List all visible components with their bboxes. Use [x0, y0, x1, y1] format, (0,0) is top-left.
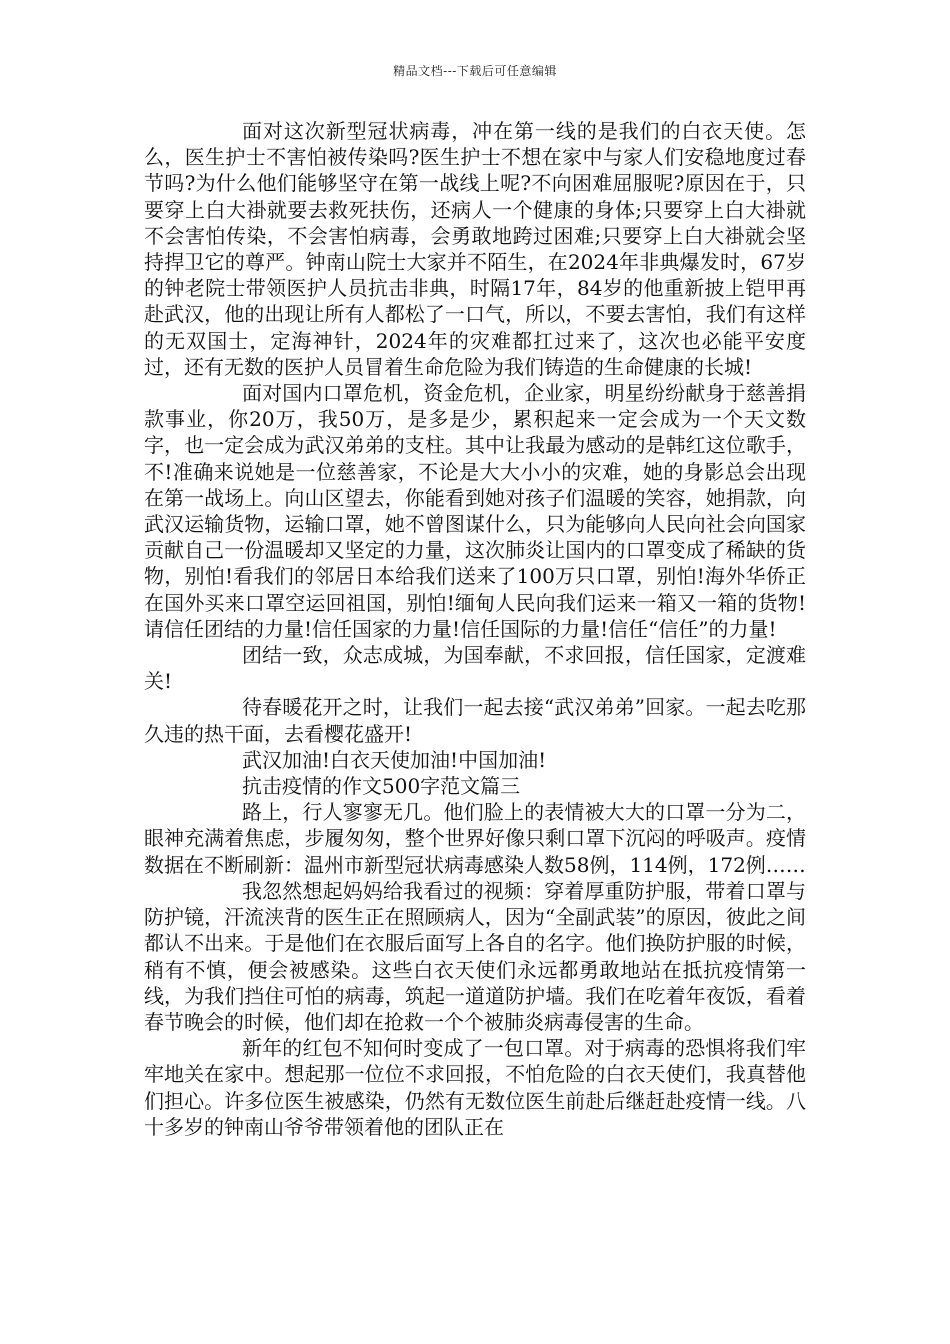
- page-header: 精品文档---下载后可任意编辑: [393, 64, 557, 78]
- paragraph-2: 面对国内口罩危机，资金危机，企业家，明星纷纷献身于慈善捐款事业，你20万，我50万，是多是少，累积起来一定会成为一个天文数字，也一定会成为武汉弟弟的支柱。其中让我最为感动的是韩红这位歌手，不!准确来说她是一位慈善家，不论是大大小小的灾难，她的身影总会出现在第一战场上。向山区望去，你能看到她对孩子们温暖的笑容，她捐款，向武汉运输货物，运输口罩，她不曾图谋什么，只为能够向人民向社会向国家贡献自己一份温暖却又坚定的力量，这次肺炎让国内的口罩变成了稀缺的货物，别怕!看我们的邻居日本给我们送来了100万只口罩，别怕!海外华侨正在国外买来口罩空运回祖国，别怕!缅甸人民向我们运来一箱又一箱的货物!请信任团结的力量!信任国家的力量!信任国际的力量!信任“信任”的力量!: [144, 381, 806, 641]
- paragraph-8: 新年的红包不知何时变成了一包口罩。对于病毒的恐惧将我们牢牢地关在家中。想起那一位位不求回报，不怕危险的白衣天使们，我真替他们担心。许多位医生被感染，仍然有无数位医生前赴后继赶赴疫情一线。八十多岁的钟南山爷爷带领着他的团队正在: [144, 1036, 806, 1139]
- paragraph-7: 我忽然想起妈妈给我看过的视频：穿着厚重防护服，带着口罩与防护镜，汗流浃背的医生正在照顾病人，因为“全副武装”的原因，彼此之间都认不出来。于是他们在衣服后面写上各自的名字。他们换防护服的时候，稍有不慎，便会被感染。这些白衣天使们永远都勇敢地站在抵抗疫情第一线，为我们挡住可怕的病毒，筑起一道道防护墙。我们在吃着年夜饭，看着春节晚会的时候，他们却在抢救一个个被肺炎病毒侵害的生命。: [144, 878, 806, 1034]
- paragraph-5: 武汉加油!白衣天使加油!中国加油!: [242, 747, 547, 772]
- paragraph-4: 待春暖花开之时，让我们一起去接“武汉弟弟”回家。一起去吃那久违的热干面，去看樱花盛开!: [144, 695, 806, 746]
- paragraph-6: 路上，行人寥寥无几。他们脸上的表情被大大的口罩一分为二，眼神充满着焦虑，步履匆匆，整个世界好像只剩口罩下沉闷的呼吸声。疫情数据在不断刷新：温州市新型冠状病毒感染人数58例，114例，172例……: [144, 800, 806, 877]
- document-body: [144, 118, 806, 1140]
- section-heading: 抗击疫情的作文500字范文篇三: [242, 774, 521, 799]
- paragraph-1: 面对这次新型冠状病毒，冲在第一线的是我们的白衣天使。怎么，医生护士不害怕被传染吗?医生护士不想在家中与家人们安稳地度过春节吗?为什么他们能够坚守在第一战线上呢?不向困难屈服呢?原因在于，只要穿上白大褂就要去救死扶伤，还病人一个健康的身体;只要穿上白大褂就不会害怕传染，不会害怕病毒，会勇敢地跨过困难;只要穿上白大褂就会坚持捍卫它的尊严。钟南山院士大家并不陌生，在2024年非典爆发时，67岁的钟老院士带领医护人员抗击非典，时隔17年，84岁的他重新披上铠甲再赴武汉，他的出现让所有人都松了一口气，所以，不要去害怕，我们有这样的无双国士，定海神针，2024年的灾难都扛过来了，这次也必能平安度过，还有无数的医护人员冒着生命危险为我们铸造的生命健康的长城!: [144, 119, 806, 379]
- paragraph-3: 团结一致，众志成城，为国奉献，不求回报，信任国家，定渡难关!: [144, 643, 806, 694]
